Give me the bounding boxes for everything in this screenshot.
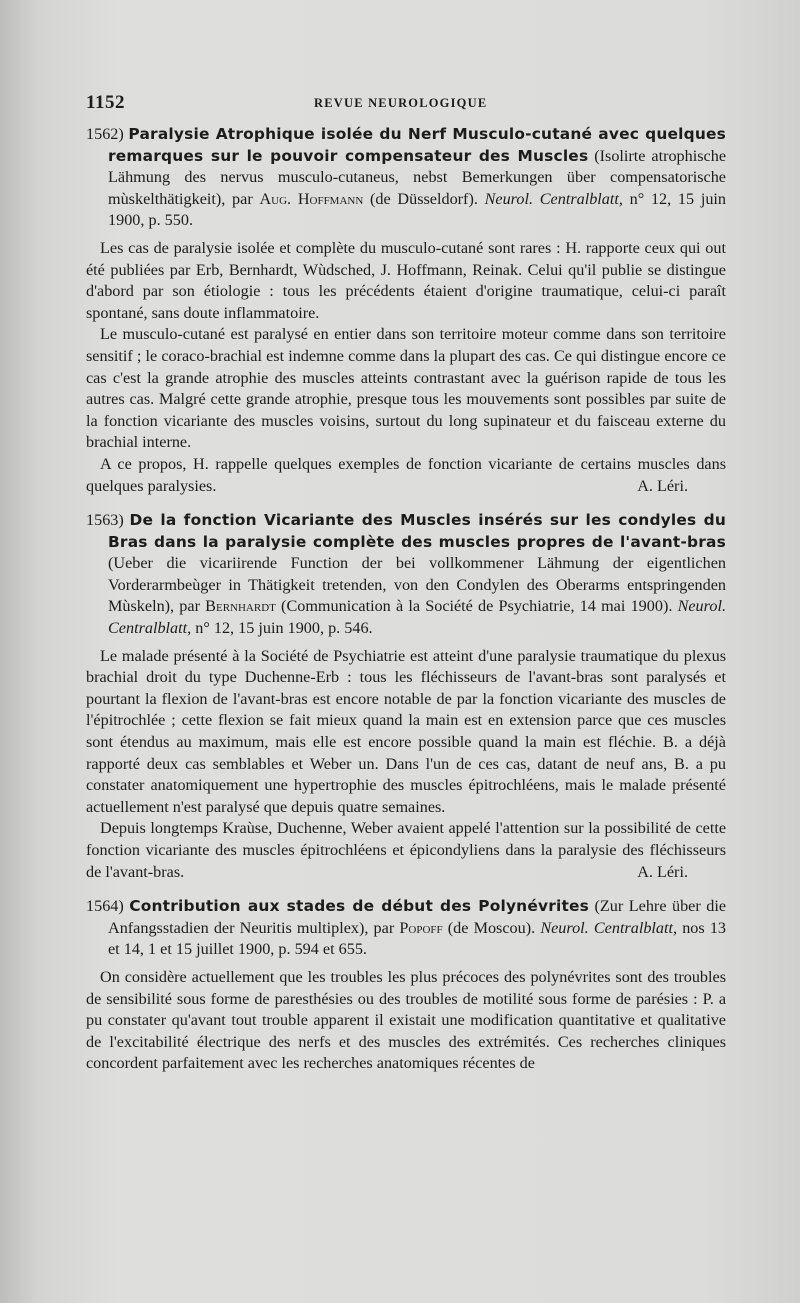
page-body [86,124,726,1088]
article-title: De la fonction Vicariante des Muscles insérés sur les condyles du Bras dans la paralysie complète des muscles propres de l'avant-bras [108,511,727,551]
article-number: 1564) [86,897,124,916]
article-heading [86,510,726,640]
citation: n° 12, 15 juin 1900, p. 546. [191,619,373,638]
article-number: 1562) [86,125,124,143]
citation: n° 12, 15 juin 1900, p. 550. [108,189,727,230]
paragraph: Les cas de paralysie isolée et complète du musculo-cutané sont rares : H. rapporte ceux qui out été publiées par Erb, Bernhardt, Wùdsched, J. Hoffmann, Reinak. Celui qu'il publie se distingue d'abord par son étiologie : tous les précédents étaient d'origine traumatique, celui-ci paraît spontané, sans doute inflammatoire. [86,238,726,322]
article-subtitle: (Isolirte atrophische Lähmung des nervus musculo-cutaneus, nebst Bemerkungen über compensatorische mùskelthätigkeit), par [108,146,727,208]
article-subtitle: (Ueber die vicariirende Function der bei vollkommener Lähmung der eigentlichen Vorderarmbeùger in Thätigkeit tretenden, von den Condylen des Oberarms entspringenden Mùskeln), par [108,554,726,616]
author-name: Bernhardt [205,597,276,616]
article-heading [86,124,726,232]
paragraph: Le musculo-cutané est paralysé en entier dans son territoire moteur comme dans son territoire sensitif ; le coraco-brachial est indemne comme dans la plupart des cas. Ce qui distingue encore ce cas c'est la grande atrophie des muscles atteints contrastant avec la guérison rapide de tous les autres cas. Malgré cette grande atrophie, presque tous les mouvements sont possibles par suite de la fonction vicariante des muscles voisins, surtout du long supinateur et du faisceau externe du brachial interne. [86,325,726,452]
paragraph-text: A ce propos, H. rappelle quelques exemples de fonction vicariante de certains muscles dans quelques paralysies. [86,454,726,495]
journal-name: Neurol. Centralblatt, [540,918,678,937]
author-affiliation: (Communication à la Société de Psychiatrie, 14 mai 1900). [275,597,678,616]
article-title: Paralysie Atrophique isolée du Nerf Musculo-cutané avec quelques remarques sur le pouvoir compensateur des Muscles [108,125,727,165]
paragraph: On considère actuellement que les troubles les plus précoces des polynévrites sont des troubles de sensibilité sous forme de paresthésies ou des troubles de motilité sous forme de parésies : P. a pu constater qu'avant tout trouble apparent il existait une modification quantitative et qualitative de l'excitabilité électrique des nerfs et des muscles des extrémités. Ces recherches cliniques concordent parfaitement avec les recherches anatomiques récentes de [86,967,726,1073]
author-name: Hoffmann [297,189,364,208]
page-number: 1152 [86,92,125,113]
paragraph [86,454,726,497]
article-subtitle: (Zur Lehre über die Anfangsstadien der Neuritis multiplex), par [108,897,727,937]
article-title: Contribution aux stades de début des Polynévrites [129,897,590,916]
author-name: Popoff [399,918,443,937]
citation: nos 13 et 14, 1 et 15 juillet 1900, p. 594 et 655. [108,918,727,959]
author-affiliation: (de Moscou). [442,918,541,937]
article-heading [86,896,726,961]
paragraph [86,818,726,883]
journal-name: Neurol. Centralblatt, [108,597,726,638]
signature: A. Léri. [637,862,688,881]
page-header [86,92,726,116]
article-number: 1563) [86,511,124,530]
running-title: REVUE NEUROLOGIQUE [314,96,488,110]
article-1563 [86,510,726,883]
article-1562 [86,124,726,497]
author-affiliation: (de Düsseldorf). [363,189,485,208]
paragraph: Le malade présenté à la Société de Psychiatrie est atteint d'une paralysie traumatique du plexus brachial droit du type Duchenne-Erb : tous les fléchisseurs de l'avant-bras sont paralysés et pourtant la flexion de l'avant-bras est encore notable de par la fonction vicariante des muscles de l'épitrochlée ; cette flexion se fait mieux quand la main est en extension parce que ces muscles sont étendus au maximum, mais elle est encore possible quand la main est fléchie. B. a déjà rapporté deux cas semblables et Weber un. Dans l'un de ces cas, datant de neuf ans, B. a pu constater anatomiquement une hypertrophie des muscles épitrochléens, mais le malade présenté actuellement n'est paralysé que depuis quatre semaines. [86,646,726,816]
journal-name: Neurol. Centralblatt, [484,189,623,208]
author-given-name: Aug. [259,189,292,208]
signature: A. Léri. [637,476,688,495]
article-1564 [86,896,726,1075]
paragraph-text: Depuis longtemps Kraùse, Duchenne, Weber avaient appelé l'attention sur la possibilité de cette fonction vicariante des muscles épitrochléens et épicondyliens dans la paralysie des fléchisseurs de l'avant-bras. [86,819,726,881]
